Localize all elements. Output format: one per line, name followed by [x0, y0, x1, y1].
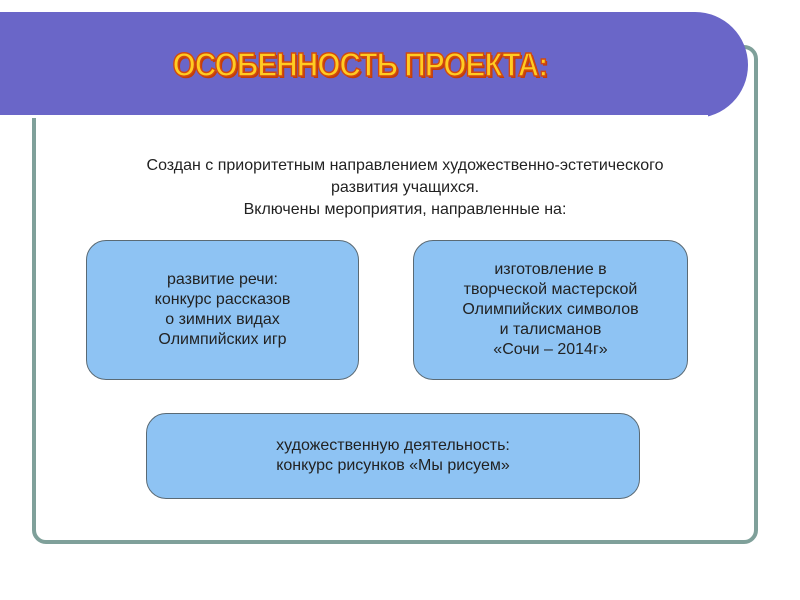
banner-underline [0, 115, 708, 118]
box-line: «Сочи – 2014г» [493, 341, 608, 358]
box-line: конкурс рисунков «Мы рисуем» [276, 457, 510, 474]
box-line: художественную деятельность: [276, 437, 510, 454]
box-line: творческой мастерской [463, 281, 638, 298]
box-line: Олимпийских игр [158, 331, 287, 348]
olympic-symbols-box [413, 240, 688, 380]
intro-line: Включены мероприятия, направленные на: [243, 201, 567, 218]
intro-line: развития учащихся. [330, 179, 480, 196]
intro-text [60, 155, 750, 221]
box-line: развитие речи: [167, 271, 278, 288]
intro-line: Создан с приоритетным направлением художественно-эстетического [146, 157, 664, 174]
box-line: о зимних видах [165, 311, 280, 328]
art-activity-box [146, 413, 640, 499]
slide-title: ОСОБЕННОСТЬ ПРОЕКТА: [172, 46, 548, 83]
speech-development-box [86, 240, 359, 380]
title-banner [0, 12, 748, 118]
box-line: и талисманов [499, 321, 602, 338]
box-line: Олимпийских символов [462, 301, 639, 318]
box-line: конкурс рассказов [154, 291, 291, 308]
box-line: изготовление в [494, 261, 607, 278]
